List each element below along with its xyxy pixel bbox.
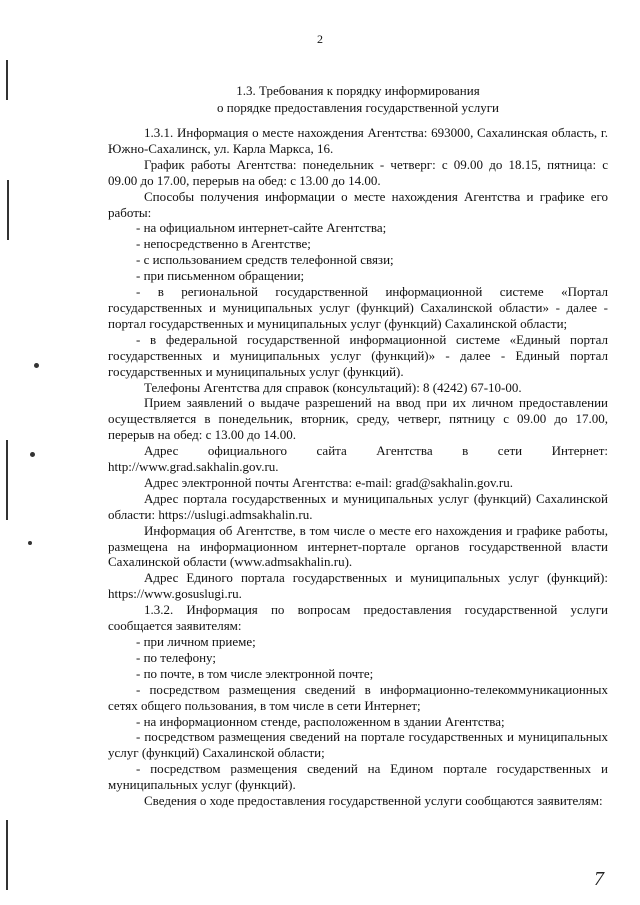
list-item: - по телефону; — [136, 649, 216, 665]
scan-artifact-line — [6, 440, 8, 520]
paragraph-phones: Телефоны Агентства для справок (консультаций): 8 (4242) 67-10-00. — [144, 379, 522, 395]
list-item: - с использованием средств телефонной связи; — [136, 252, 394, 268]
paragraph-reception: Прием заявлений о выдаче разрешений на ввод при их личном предоставлении осуществляется в понедельник, вторник, среду, четверг, пятницу с 09.00 до 17.00, перерыв на обед: с 13.00 до 14.00. — [108, 395, 608, 443]
paragraph-website: Адрес официального сайта Агентства в сети Интернет: http://www.grad.sakhalin.gov.ru. — [108, 443, 608, 475]
list-item: - при письменном обращении; — [136, 268, 305, 284]
document-body — [108, 125, 608, 809]
list-item: - посредством размещения сведений в информационно-телекоммуникационных сетях общего пользования, в том числе в сети Интернет; — [108, 681, 608, 713]
handwritten-page-mark: 7 — [594, 868, 604, 890]
paragraph-unified-portal: Адрес Единого портала государственных и муниципальных услуг (функций): https://www.gosuslugi.ru. — [108, 570, 608, 602]
scan-artifact-line — [6, 820, 8, 890]
page-number: 2 — [317, 32, 323, 46]
paragraph-regional-portal: Адрес портала государственных и муниципальных услуг (функций) Сахалинской области: https://uslugi.admsakhalin.ru. — [108, 490, 608, 522]
scan-artifact-line — [6, 60, 8, 100]
paragraph-methods-intro: Способы получения информации о месте нахождения Агентства и графике его работы: — [108, 188, 608, 220]
paragraph-email: Адрес электронной почты Агентства: e-mail: grad@sakhalin.gov.ru. — [144, 474, 514, 490]
list-item: - посредством размещения сведений на Едином портале государственных и муниципальных услуг (функций). — [108, 761, 608, 793]
list-item: - по почте, в том числе электронной почте; — [136, 665, 374, 681]
list-item: - посредством размещения сведений на портале государственных и муниципальных услуг (функций) Сахалинской области; — [108, 729, 608, 761]
heading-line-1: 1.3. Требования к порядку информирования — [236, 83, 480, 98]
list-item: - при личном приеме; — [136, 634, 256, 649]
heading-line-2: о порядке предоставления государственной услуги — [216, 100, 499, 115]
list-item: - непосредственно в Агентстве; — [136, 236, 311, 252]
list-item: - в федеральной государственной информационной системе «Единый портал государственных и муниципальных услуг (функций)» - далее - Единый портал государственных и муниципальных услуг (функций). — [108, 331, 608, 379]
paragraph-address: 1.3.1. Информация о месте нахождения Агентства: 693000, Сахалинская область, г. Южно-Сахалинск, ул. Карла Маркса, 16. — [108, 125, 608, 156]
scan-artifact-dot — [30, 452, 35, 457]
list-item: - на информационном стенде, расположенном в здании Агентства; — [136, 713, 505, 729]
list-item: - на официальном интернет-сайте Агентства; — [136, 220, 387, 236]
section-heading — [108, 82, 608, 116]
scan-artifact-dot — [28, 541, 32, 545]
scan-artifact-dot — [34, 363, 39, 368]
list-item: - в региональной государственной информационной системе «Портал государственных и муниципальных услуг (функций) Сахалинской области» - далее - портал государственных и муниципальных услуг (функций) Сахалинской области; — [108, 284, 608, 331]
scan-artifact-line — [7, 180, 9, 240]
paragraph-progress-info: Сведения о ходе предоставления государственной услуги сообщаются заявителям: — [144, 793, 603, 809]
paragraph-info-channels-intro: 1.3.2. Информация по вопросам предоставления государственной услуги сообщается заявителям: — [108, 602, 608, 634]
paragraph-schedule: График работы Агентства: понедельник - четверг: с 09.00 до 18.15, пятница: с 09.00 до 17.00, перерыв на обед: с 13.00 до 14.00. — [108, 156, 608, 188]
paragraph-agency-info: Информация об Агентстве, в том числе о месте его нахождения и графике работы, размещена на информационном интернет-портале органов государственной власти Сахалинской области (www.admsakhalin.ru). — [108, 522, 608, 570]
